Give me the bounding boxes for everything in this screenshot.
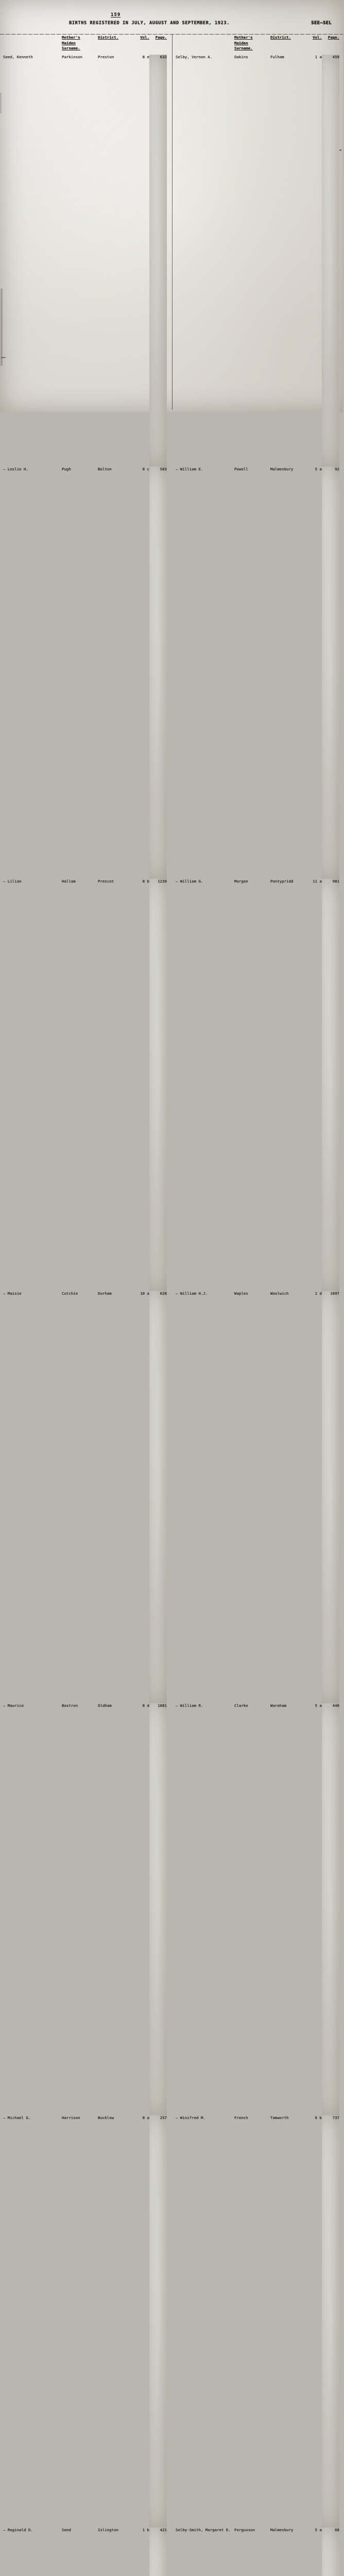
header-page: Page. [328, 35, 339, 40]
cell-district: Malmesbury [270, 467, 294, 471]
cell-vol: 5 a [315, 467, 322, 471]
cell-name: — Maisie [3, 1291, 22, 1296]
scan-artifact [339, 149, 341, 151]
left-rows [0, 55, 171, 2576]
cell-district: Bucklow [98, 2115, 114, 2120]
header-district: District. [270, 35, 291, 40]
cell-district: Woolwich [270, 1291, 289, 1296]
cell-vol: 8 e [142, 55, 149, 59]
right-column [173, 35, 344, 2576]
cell-mother: Bostron [62, 1703, 78, 1708]
cell-page: 1897 [322, 1291, 339, 1703]
cell-district: Malmesbury [270, 2528, 294, 2532]
header-mother-maiden-surname: Mother's Maiden Surname. [234, 35, 253, 50]
doc-title: BIRTHS REGISTERED IN JULY, AUGUST AND SEPTEMBER, 1923. [69, 21, 230, 26]
cell-mother: Parkinson [62, 55, 83, 59]
cell-page: 632 [149, 55, 167, 467]
cell-page: 620 [149, 1291, 167, 1703]
cell-district: Fulham [270, 55, 284, 59]
left-column-header [0, 35, 171, 55]
cell-district: Tamworth [270, 2115, 289, 2120]
cell-mother: Clarke [234, 1703, 248, 1708]
cell-name: — William E. [176, 467, 203, 471]
cell-name: Seed, Kenneth [3, 55, 33, 59]
cell-page: 459 [322, 55, 339, 467]
cell-page: 981 [322, 879, 339, 1291]
index-row [3, 2528, 171, 2576]
range-label: SEE—SEL [311, 21, 332, 26]
cell-district: Durham [98, 1291, 112, 1296]
cell-mother: Hallam [62, 879, 76, 884]
cell-vol: 1 d [315, 1291, 322, 1296]
cell-vol: 5 a [315, 1703, 322, 1708]
header-district: District. [98, 35, 119, 40]
cell-page: 737 [322, 2115, 339, 2528]
cell-mother: Oakins [234, 55, 248, 59]
cell-district: Islington [98, 2528, 119, 2532]
cell-vol: 8 d [142, 1703, 149, 1708]
cell-name: — William G. [176, 879, 203, 884]
index-row [3, 1291, 171, 1703]
cell-page: 1081 [149, 1703, 167, 2115]
index-row [3, 467, 171, 879]
cell-page: 92 [322, 467, 339, 879]
cell-district: Preston [98, 55, 114, 59]
cell-vol: 8 c [142, 467, 149, 471]
cell-page: 1239 [149, 879, 167, 1291]
cell-name: Selby, Vernon A. [176, 55, 213, 59]
index-row [176, 2528, 344, 2576]
index-row [176, 2115, 344, 2528]
header-mother-maiden-surname: Mother's Maiden Surname. [62, 35, 80, 50]
table-top-rule [0, 34, 343, 35]
cell-district: Wareham [270, 1703, 287, 1708]
cell-page: 421 [149, 2528, 167, 2576]
cell-mother: French [234, 2115, 248, 2120]
index-row [3, 1703, 171, 2115]
cell-district: Pontypridd [270, 879, 294, 884]
left-column [0, 35, 171, 2576]
cell-mother: Harrison [62, 2115, 80, 2120]
cell-mother: Cutchie [62, 1291, 78, 1296]
cell-mother: Fergusson [234, 2528, 255, 2532]
cell-vol: 6 b [315, 2115, 322, 2120]
cell-vol: 1 a [315, 55, 322, 59]
cell-vol: 10 a [140, 1291, 149, 1296]
scan-artifact [0, 93, 2, 113]
index-row [176, 1291, 344, 1703]
cell-district: Prescot [98, 879, 114, 884]
cell-name: — William H.J. [176, 1291, 208, 1296]
cell-vol: 8 a [142, 2115, 149, 2120]
cell-mother: Powell [234, 467, 248, 471]
cell-vol: 5 a [315, 2528, 322, 2532]
index-row [3, 2115, 171, 2528]
header-page: Page. [155, 35, 167, 40]
cell-mother: Pugh [62, 467, 71, 471]
cell-vol: 11 a [313, 879, 322, 884]
index-row [3, 55, 171, 467]
cell-name: — Michael G. [3, 2115, 31, 2120]
cell-page: 583 [149, 467, 167, 879]
right-column-header [173, 35, 344, 55]
index-row [176, 879, 344, 1291]
scan-artifact [1, 357, 6, 358]
cell-name: — Winifred M. [176, 2115, 205, 2120]
header-vol: Vol. [140, 35, 149, 40]
index-row [3, 879, 171, 1291]
cell-name: — Maurice [3, 1703, 24, 1708]
cell-vol: 8 b [142, 879, 149, 884]
index-row [176, 55, 344, 467]
cell-page: 68 [322, 2528, 339, 2576]
index-row [176, 1703, 344, 2115]
cell-district: Bolton [98, 467, 112, 471]
cell-district: Oldham [98, 1703, 112, 1708]
cell-name: — Lilian [3, 879, 22, 884]
cell-mother: Morgan [234, 879, 248, 884]
page-number: 159 [111, 12, 121, 18]
index-row [176, 467, 344, 879]
cell-name: — Reginald D. [3, 2528, 33, 2532]
cell-name: Selby-Smith, Margaret E. [176, 2528, 231, 2532]
cell-vol: 1 b [142, 2528, 149, 2532]
cell-page: 440 [322, 1703, 339, 2115]
cell-mother: Seed [62, 2528, 71, 2532]
right-rows [173, 55, 344, 2576]
cell-name: — Leslie H. [3, 467, 28, 471]
scan-artifact [1, 289, 3, 366]
cell-page: 257 [149, 2115, 167, 2528]
cell-mother: Waples [234, 1291, 248, 1296]
header-vol: Vol. [313, 35, 322, 40]
cell-name: — William R. [176, 1703, 203, 1708]
